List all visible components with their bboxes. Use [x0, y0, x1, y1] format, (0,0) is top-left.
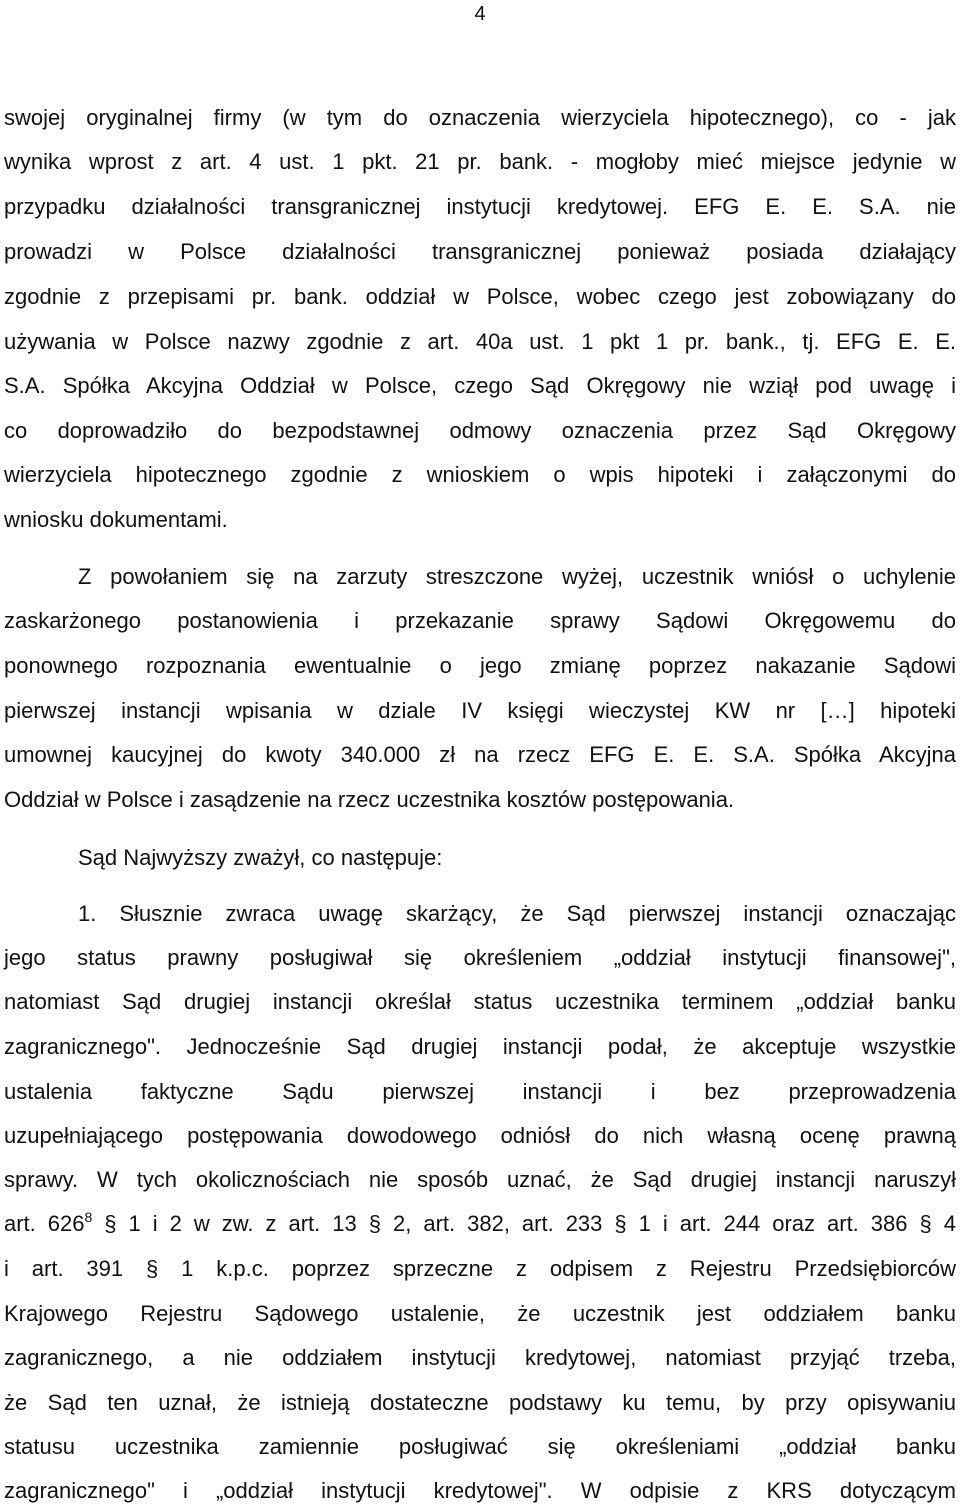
- text-line: że Sąd ten uznał, że istnieją dostateczne podstawy ku temu, by przy opisywaniu: [4, 1390, 956, 1415]
- text-line: zagranicznego". Jednocześnie Sąd drugiej instancji podał, że akceptuje wszystkie: [4, 1034, 956, 1059]
- text-line: 1. Słusznie zwraca uwagę skarżący, że Sąd pierwszej instancji oznaczając: [78, 901, 956, 926]
- text-fragment: 1 i 2 w zw. z art. 13: [128, 1211, 357, 1236]
- text-line: Krajowego Rejestru Sądowego ustalenie, że uczestnik jest oddziałem banku: [4, 1301, 956, 1326]
- text-line: prowadzi w Polsce działalności transgranicznej ponieważ posiada działający: [4, 239, 956, 264]
- superscript: 8: [84, 1209, 93, 1225]
- text-line: zagranicznego" i „oddział instytucji kredytowej". W odpisie z KRS dotyczącym: [4, 1478, 956, 1503]
- text-fragment: art. 626: [4, 1211, 85, 1236]
- text-line: co doprowadziło do bezpodstawnej odmowy oznaczenia przez Sąd Okręgowy: [4, 418, 956, 443]
- section-heading: Sąd Najwyższy zważył, co następuje:: [78, 845, 443, 870]
- text-line: Oddział w Polsce i zasądzenie na rzecz uczestnika kosztów postępowania.: [4, 787, 735, 812]
- section-sign: §: [146, 1256, 159, 1281]
- text-line: umownej kaucyjnej do kwoty 340.000 zł na rzecz EFG E. E. S.A. Spółka Akcyjna: [4, 742, 956, 767]
- text-fragment: 2, art. 382, art. 233: [393, 1211, 603, 1236]
- text-line: używania w Polsce nazwy zgodnie z art. 40a ust. 1 pkt 1 pr. bank., tj. EFG E. E.: [4, 329, 956, 354]
- text-line: pierwszej instancji wpisania w dziale IV księgi wieczystej KW nr […] hipoteki: [4, 698, 956, 723]
- section-sign: §: [104, 1211, 117, 1236]
- section-sign: §: [919, 1211, 932, 1236]
- text-line: wierzyciela hipotecznego zgodnie z wnioskiem o wpis hipoteki i załączonymi do: [4, 462, 956, 487]
- text-line: zgodnie z przepisami pr. bank. oddział w Polsce, wobec czego jest zobowiązany do: [4, 284, 956, 309]
- text-line: statusu uczestnika zamiennie posługiwać się określeniami „oddział banku: [4, 1434, 956, 1459]
- text-line: uzupełniającego postępowania dowodowego odniósł do nich własną ocenę prawną: [4, 1123, 956, 1148]
- text-line: wniosku dokumentami.: [4, 507, 228, 532]
- text-fragment: 4: [943, 1211, 956, 1236]
- text-fragment: 1 k.p.c. poprzez sprzeczne z odpisem z Rejestru Przedsiębiorców: [181, 1256, 957, 1281]
- text-line: natomiast Sąd drugiej instancji określał status uczestnika terminem „oddział banku: [4, 989, 956, 1014]
- text-line: zaskarżonego postanowienia i przekazanie sprawy Sądowi Okręgowemu do: [4, 608, 956, 633]
- text-line: przypadku działalności transgranicznej instytucji kredytowej. EFG E. E. S.A. nie: [4, 194, 956, 219]
- text-line: zagranicznego, a nie oddziałem instytucji kredytowej, natomiast przyjąć trzeba,: [4, 1345, 956, 1370]
- page-number: 4: [474, 3, 486, 25]
- text-line: [4, 1209, 956, 1239]
- section-sign: §: [368, 1211, 381, 1236]
- text-fragment: i art. 391: [4, 1256, 124, 1281]
- text-line: S.A. Spółka Akcyjna Oddział w Polsce, czego Sąd Okręgowy nie wziął pod uwagę i: [4, 373, 956, 398]
- text-fragment: 1 i art. 244 oraz art. 386: [638, 1211, 908, 1236]
- text-line: Z powołaniem się na zarzuty streszczone wyżej, uczestnik wniósł o uchylenie: [78, 564, 956, 589]
- text-line: jego status prawny posługiwał się określeniem „oddział instytucji finansowej",: [4, 945, 956, 970]
- text-line: ustalenia faktyczne Sądu pierwszej instancji i bez przeprowadzenia: [4, 1079, 956, 1104]
- text-line: ponownego rozpoznania ewentualnie o jego zmianę poprzez nakazanie Sądowi: [4, 653, 956, 678]
- section-sign: §: [614, 1211, 627, 1236]
- text-line: wynika wprost z art. 4 ust. 1 pkt. 21 pr. bank. - mogłoby mieć miejsce jedynie w: [4, 149, 956, 174]
- text-line: swojej oryginalnej firmy (w tym do oznaczenia wierzyciela hipotecznego), co - jak: [4, 105, 956, 130]
- text-line: [4, 1254, 956, 1284]
- text-line: sprawy. W tych okolicznościach nie sposób uznać, że Sąd drugiej instancji naruszył: [4, 1167, 956, 1192]
